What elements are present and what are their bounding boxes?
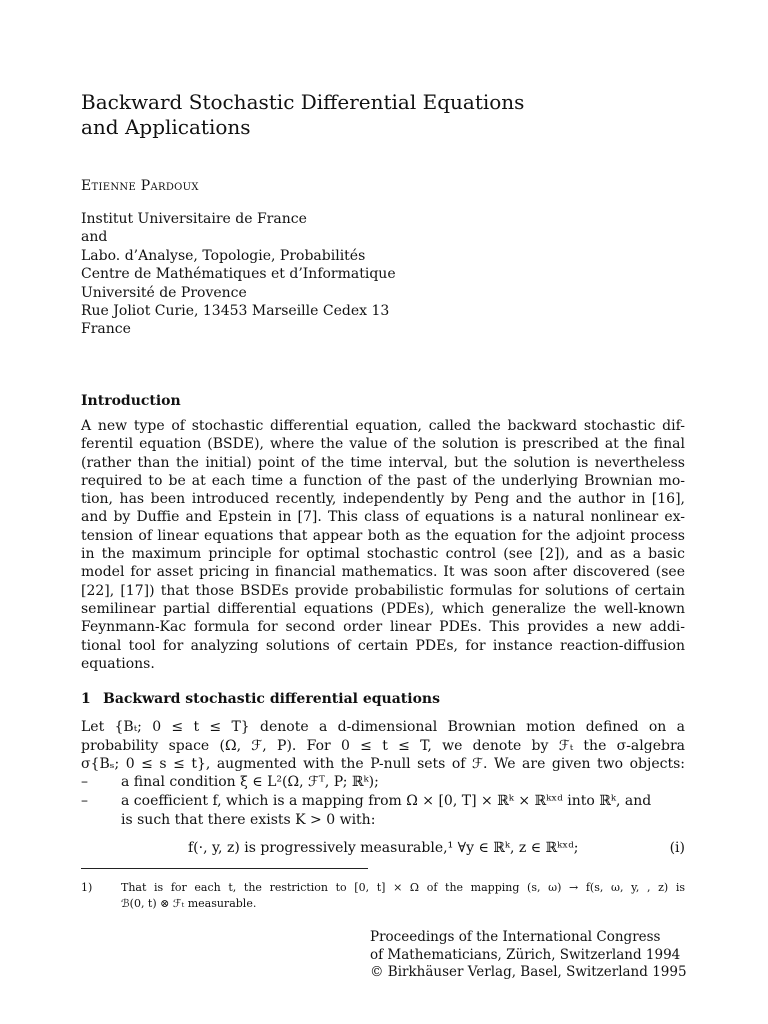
affiliation-line: France <box>81 321 131 338</box>
paragraph-line: (rather than the initial) point of the time interval, but the solution is nevertheless <box>81 454 685 471</box>
title-line: Backward Stochastic Differential Equations <box>81 90 525 114</box>
affiliation-line: Centre de Mathématiques et d’Informatique <box>81 266 396 283</box>
imprint-line: of Mathematicians, Zürich, Switzerland 1994 <box>370 946 681 963</box>
footnote-line: That is for each t, the restriction to [0, t] × Ω of the mapping (s, ω) → f(s, ω, y, , z) is <box>121 881 685 894</box>
paragraph-line: Feynmann-Kac formula for second order linear PDEs. This provides a new addi- <box>81 619 685 636</box>
paragraph-line: tension of linear equations that appear both as the equation for the adjoint process <box>81 527 685 544</box>
affiliation-line: and <box>81 229 108 246</box>
paragraph-line: semilinear partial differential equations (PDEs), which generalize the well-known <box>81 600 685 617</box>
footnote-rule <box>81 868 368 869</box>
introduction-heading: Introduction <box>81 393 181 409</box>
affiliation-block <box>81 210 601 339</box>
equation-i <box>188 840 685 856</box>
paragraph-line: [22], [17]) that those BSDEs provide probabilistic formulas for solutions of certain <box>81 582 685 599</box>
section-heading <box>81 691 440 707</box>
paragraph-line: σ{Bₛ; 0 ≤ s ≤ t}, augmented with the P-null sets of ℱ. We are given two objects: <box>81 756 685 772</box>
section-number: 1 <box>81 691 91 707</box>
footnote-line: ℬ(0, t) ⊗ ℱₜ measurable. <box>121 897 257 910</box>
affiliation-line: Institut Universitaire de France <box>81 211 307 227</box>
imprint-line: Proceedings of the International Congress <box>370 929 661 945</box>
paragraph-line: Let {Bₜ; 0 ≤ t ≤ T} denote a d-dimensional Brownian motion defined on a <box>81 719 685 735</box>
affiliation-line: Rue Joliot Curie, 13453 Marseille Cedex 13 <box>81 303 390 320</box>
paragraph-line: equations. <box>81 655 155 672</box>
list-item-line: is such that there exists K > 0 with: <box>121 811 376 828</box>
paragraph-line: model for asset pricing in financial mathematics. It was soon after discovered (see <box>81 564 685 581</box>
list-item-line: a coefficient f, which is a mapping from Ω × [0, T] × ℝᵏ × ℝᵏˣᵈ into ℝᵏ, and <box>121 793 652 809</box>
equation-text: f(·, y, z) is progressively measurable,¹ ∀y ∈ ℝᵏ, z ∈ ℝᵏˣᵈ; <box>188 840 579 856</box>
introduction-paragraph <box>81 417 685 673</box>
footnote-number: 1) <box>81 881 93 894</box>
section-paragraph <box>81 718 685 774</box>
affiliation-line: Université de Provence <box>81 284 247 301</box>
paragraph-line: tion, has been introduced recently, independently by Peng and the author in [16], <box>81 491 685 508</box>
paragraph-line: ferentil equation (BSDE), where the value of the solution is prescribed at the final <box>81 436 685 453</box>
paragraph-line: tional tool for analyzing solutions of certain PDEs, for instance reaction-diffusion <box>81 637 685 654</box>
proceedings-imprint <box>370 929 690 982</box>
paragraph-line: and by Duffie and Epstein in [7]. This class of equations is a natural nonlinear ex- <box>81 509 685 526</box>
paragraph-line: A new type of stochastic differential equation, called the backward stochastic dif- <box>81 418 685 434</box>
paragraph-line: in the maximum principle for optimal stochastic control (see [2]), and as a basic <box>81 546 685 563</box>
list-item-line: a final condition ξ ∈ L²(Ω, ℱᵀ, P; ℝᵏ); <box>121 774 379 790</box>
paragraph-line: required to be at each time a function of the past of the underlying Brownian mo- <box>81 472 685 489</box>
title-line: and Applications <box>81 115 251 139</box>
equation-tag: (i) <box>669 840 685 856</box>
list-dash: – <box>81 793 88 809</box>
paragraph-line: probability space (Ω, ℱ, P). For 0 ≤ t ≤ T, we denote by ℱₜ the σ-algebra <box>81 737 685 754</box>
list-dash: – <box>81 774 88 790</box>
section-title: Backward stochastic differential equations <box>103 691 440 707</box>
affiliation-line: Labo. d’Analyse, Topologie, Probabilités <box>81 247 366 264</box>
author-name: Etienne Pardoux <box>81 178 199 194</box>
imprint-line: © Birkhäuser Verlag, Basel, Switzerland 1995 <box>370 964 687 980</box>
paper-title <box>81 90 661 140</box>
